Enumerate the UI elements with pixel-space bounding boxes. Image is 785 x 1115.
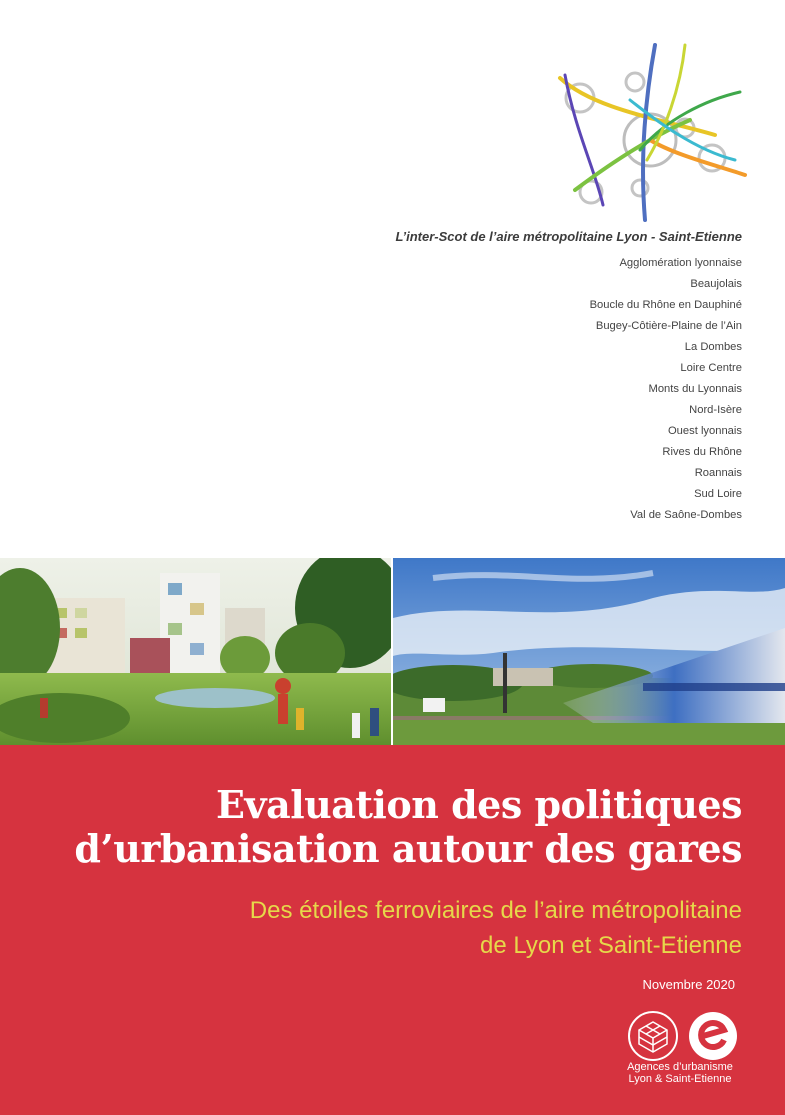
agency-name-line: Lyon & Saint-Etienne: [628, 1073, 732, 1085]
list-item: Rives du Rhône: [662, 446, 742, 458]
list-item: La Dombes: [684, 341, 742, 353]
interscot-logo: [555, 40, 750, 225]
urban-park-photo: [0, 558, 391, 745]
list-item: Monts du Lyonnais: [648, 383, 742, 395]
cover-photos: [0, 558, 785, 745]
cover-subtitle-line: Des étoiles ferroviaires de l’aire métropolitaine: [249, 897, 742, 924]
agency-name: [600, 1061, 760, 1085]
list-item: Val de Saône-Dombes: [630, 509, 742, 521]
list-item: Loire Centre: [680, 362, 742, 374]
cover-subtitle: [250, 893, 742, 963]
cover-title-line: Evaluation des politiques: [216, 782, 742, 827]
list-item: Sud Loire: [694, 488, 742, 500]
list-item: Beaujolais: [690, 278, 742, 290]
list-item: Roannais: [694, 467, 742, 479]
cover-title: [74, 783, 742, 871]
publication-date: Novembre 2020: [642, 977, 735, 992]
list-item: Nord-Isère: [689, 404, 742, 416]
list-item: Bugey-Côtière-Plaine de l’Ain: [595, 320, 742, 332]
scot-territory-list: [590, 255, 742, 528]
agency-name-line: Agences d’urbanisme: [627, 1061, 733, 1073]
interscot-subtitle: L’inter-Scot de l’aire métropolitaine Lyon - Saint-Etienne: [395, 229, 742, 244]
cover-subtitle-line: de Lyon et Saint-Etienne: [480, 932, 742, 959]
list-item: Ouest lyonnais: [667, 425, 742, 437]
cover-title-line: d’urbanisation autour des gares: [74, 826, 742, 871]
train-photo: [393, 558, 785, 745]
list-item: Boucle du Rhône en Dauphiné: [589, 299, 742, 311]
list-item: Agglomération lyonnaise: [619, 257, 742, 269]
